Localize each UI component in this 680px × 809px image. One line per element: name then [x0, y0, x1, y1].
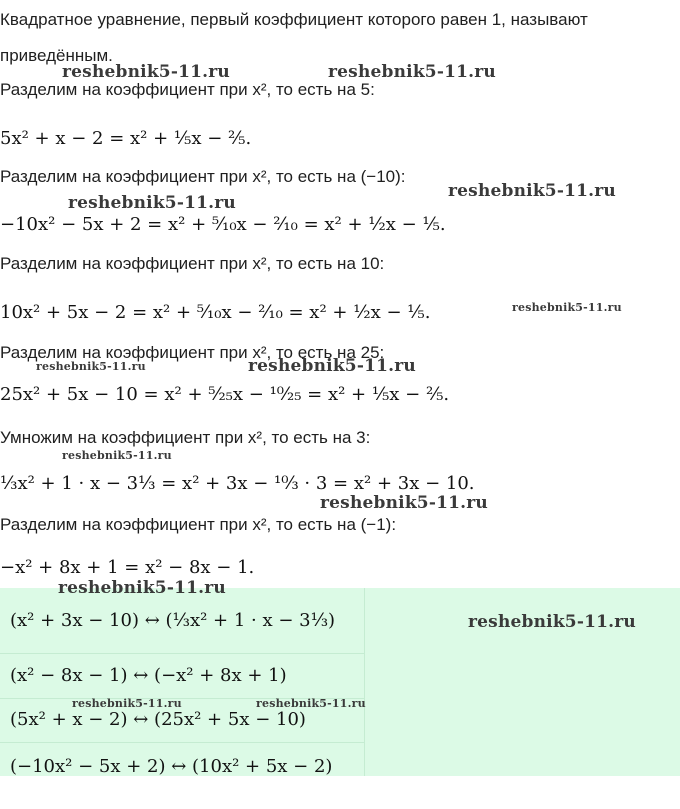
table-row-3: (5x² + x − 2) ↔ (25x² + 5x − 10): [10, 709, 306, 730]
watermark: reshebnik5-11.ru: [328, 62, 496, 82]
watermark: reshebnik5-11.ru: [512, 301, 622, 314]
watermark: reshebnik5-11.ru: [36, 360, 146, 373]
step-4-label: Разделим на коэффициент при x², то есть на 25:: [0, 343, 385, 362]
step-2-formula: −10x² − 5x + 2 = x² + ⁵⁄₁₀x − ²⁄₁₀ = x² + ¹⁄₂x − ¹⁄₅.: [0, 214, 446, 235]
step-5-label: Умножим на коэффициент при x², то есть на 3:: [0, 428, 371, 447]
watermark: reshebnik5-11.ru: [62, 449, 172, 462]
step-5-formula: ¹⁄₃x² + 1 · x − 3¹⁄₃ = x² + 3x − ¹⁰⁄₃ · 3 = x² + 3x − 10.: [0, 473, 475, 494]
step-2-label: Разделим на коэффициент при x², то есть на (−10):: [0, 167, 406, 186]
intro-line-2: приведённым.: [0, 46, 113, 65]
watermark: reshebnik5-11.ru: [320, 493, 488, 513]
watermark: reshebnik5-11.ru: [68, 193, 236, 213]
table-row-1: (x² + 3x − 10) ↔ (¹⁄₃x² + 1 · x − 3¹⁄₃): [10, 610, 336, 631]
watermark: reshebnik5-11.ru: [248, 356, 416, 376]
watermark: reshebnik5-11.ru: [468, 612, 636, 632]
step-6-label: Разделим на коэффициент при x², то есть на (−1):: [0, 515, 397, 534]
step-4-formula: 25x² + 5x − 10 = x² + ⁵⁄₂₅x − ¹⁰⁄₂₅ = x² + ¹⁄₅x − ²⁄₅.: [0, 384, 450, 405]
step-3-label: Разделим на коэффициент при x², то есть на 10:: [0, 254, 385, 273]
step-3-formula: 10x² + 5x − 2 = x² + ⁵⁄₁₀x − ²⁄₁₀ = x² + ¹⁄₂x − ¹⁄₅.: [0, 302, 431, 323]
table-row-divider: [0, 742, 364, 743]
table-column-divider: [364, 588, 365, 776]
watermark: reshebnik5-11.ru: [72, 697, 182, 710]
table-row-4: (−10x² − 5x + 2) ↔ (10x² + 5x − 2): [10, 756, 333, 777]
step-6-formula: −x² + 8x + 1 = x² − 8x − 1.: [0, 557, 255, 578]
watermark: reshebnik5-11.ru: [448, 181, 616, 201]
table-row-2: (x² − 8x − 1) ↔ (−x² + 8x + 1): [10, 665, 287, 686]
watermark: reshebnik5-11.ru: [62, 62, 230, 82]
watermark: reshebnik5-11.ru: [58, 578, 226, 598]
step-1-label: Разделим на коэффициент при x², то есть на 5:: [0, 80, 375, 99]
watermark: reshebnik5-11.ru: [256, 697, 366, 710]
intro-line-1: Квадратное уравнение, первый коэффициент которого равен 1, называют: [0, 10, 588, 29]
step-1-formula: 5x² + x − 2 = x² + ¹⁄₅x − ²⁄₅.: [0, 128, 252, 149]
table-row-divider: [0, 653, 364, 654]
